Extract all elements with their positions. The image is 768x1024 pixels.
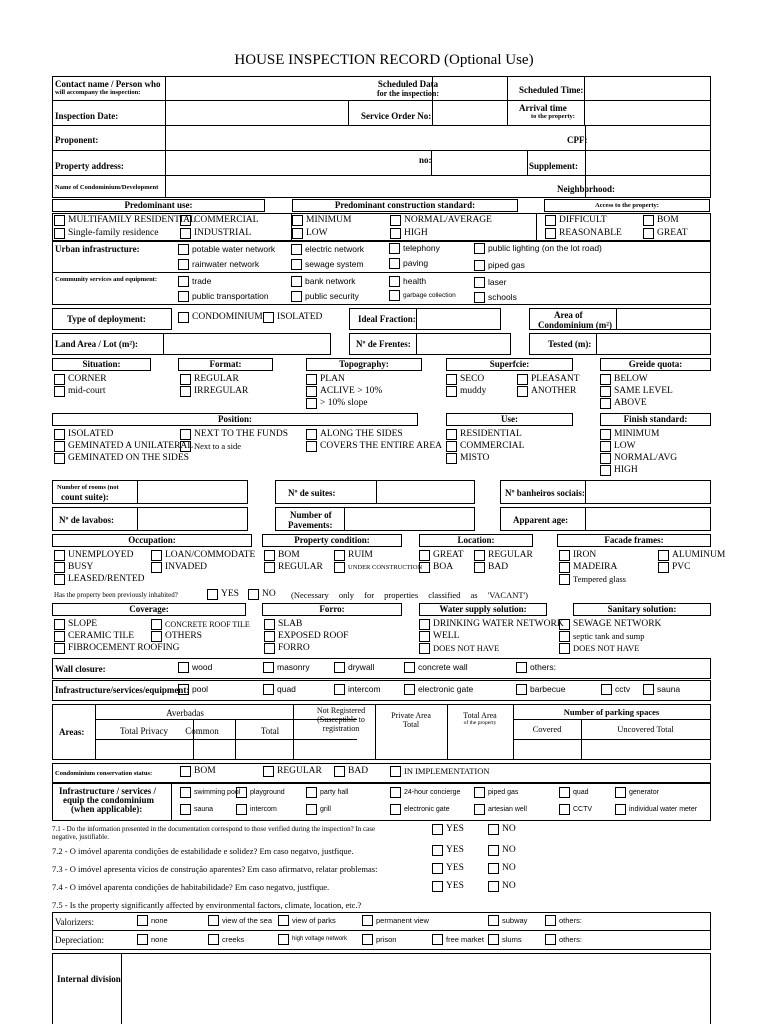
property-address-field[interactable] — [165, 151, 417, 175]
wall-closure-label: Wall closure: — [55, 664, 106, 674]
surf-muddy[interactable]: muddy — [446, 386, 486, 397]
urban-piped-gas[interactable]: piped gas — [474, 260, 525, 271]
service-order-field[interactable] — [432, 101, 507, 125]
condo-pool[interactable]: swimming pool — [180, 787, 240, 798]
sanitary-septic[interactable]: septic tank and sump — [559, 631, 645, 642]
dep-creeks[interactable]: creeks — [208, 934, 244, 945]
val-subway[interactable]: subway — [488, 915, 527, 926]
infra-cctv[interactable]: cctv — [601, 684, 630, 695]
std-normal[interactable]: NORMAL/AVERAGE — [390, 215, 492, 226]
property-address-label: Property address: — [55, 161, 124, 171]
checkbox-icon — [292, 228, 303, 239]
question-7-4: 7.4 - O imóvel aparenta condições de habitabilidade? Em caso negatvo, justfique. — [52, 882, 330, 892]
access-difficult[interactable]: DIFFICULT — [545, 215, 607, 226]
rooms-label: Number of rooms (not — [57, 484, 119, 491]
areas-label: Areas: — [59, 727, 85, 737]
greide-above[interactable]: ABOVE — [600, 398, 647, 409]
pos-isolated[interactable]: ISOLATED — [54, 429, 113, 440]
pos-geminated-sides[interactable]: GEMINATED ON THE SIDES — [54, 453, 189, 464]
rooms-sub: count suite): — [61, 492, 109, 502]
community-laser[interactable]: laser — [474, 277, 506, 288]
condominium-row — [52, 176, 711, 198]
pos-sides[interactable]: ALONG THE SIDES — [306, 429, 403, 440]
ideal-fraction-box[interactable] — [349, 308, 501, 330]
occ-invaded[interactable]: INVADED — [151, 562, 207, 573]
condominium-name-field[interactable] — [165, 176, 585, 197]
condo-playground[interactable]: playground — [236, 787, 285, 798]
apparent-age-label: Apparent age: — [513, 515, 569, 525]
infra-services-label: Infrastructure/services/equipment: — [55, 685, 190, 695]
wall-drywall[interactable]: drywall — [334, 662, 374, 673]
cov-fibrocement[interactable]: FIBROCEMENT ROOFING — [54, 643, 179, 654]
checkbox-icon — [180, 215, 191, 226]
forro-slab[interactable]: SLAB — [264, 619, 302, 630]
sanitary-none[interactable]: DOES NOT HAVE — [559, 643, 639, 654]
question-7-5: 7.5 - Is the property significantly affected by environmental factors, climate, location, etc.? — [52, 900, 362, 910]
arrival-time-field[interactable] — [584, 101, 710, 125]
water-none[interactable]: DOES NOT HAVE — [419, 643, 499, 654]
community-transport[interactable]: public transportation — [178, 291, 269, 302]
q74-no[interactable]: NO — [488, 881, 516, 892]
pos-unilateral[interactable]: GEMINATED A UNILATERAL — [54, 441, 193, 452]
condo-sauna[interactable]: sauna — [180, 804, 213, 815]
situation-title: Situation: — [52, 358, 151, 371]
tested-box[interactable] — [529, 333, 711, 355]
q72-no[interactable]: NO — [488, 845, 516, 856]
cpf-label: CPF: — [567, 135, 588, 145]
area-condo-label: Area of — [554, 310, 583, 320]
condo-quad[interactable]: quad — [559, 787, 589, 798]
infra-barbecue[interactable]: barbecue — [516, 684, 565, 695]
facade-title: Facade frames: — [557, 534, 711, 547]
condo-cctv[interactable]: CCTV — [559, 804, 592, 815]
number-label: no: — [419, 155, 432, 165]
conservation-bad[interactable]: BAD — [334, 766, 368, 777]
condo-infra-label3: (when applicable): — [71, 804, 143, 814]
scheduled-data-sub: for the inspection: — [376, 89, 440, 98]
occ-busy[interactable]: BUSY — [54, 562, 93, 573]
checkbox-icon — [180, 228, 191, 239]
greide-below[interactable]: BELOW — [600, 374, 648, 385]
question-7-1-cont: negative, justifiable. — [52, 833, 109, 841]
community-garbage[interactable]: garbage collection — [389, 290, 456, 301]
facade-tempered[interactable]: Tempered glass — [559, 574, 626, 585]
urban-infra-label: Urban infrastructure: — [55, 244, 140, 254]
conservation-regular[interactable]: REGULAR — [263, 766, 322, 777]
deployment-label-box — [52, 308, 172, 330]
private-area-label: Private Area — [391, 711, 431, 720]
topography-title: Topography: — [306, 358, 422, 371]
access-title: Access to the property: — [544, 199, 710, 212]
depreciation-label: Depreciation: — [55, 935, 104, 945]
pos-funds[interactable]: NEXT TO THE FUNDS — [180, 429, 288, 440]
occ-unemployed[interactable]: UNEMPLOYED — [54, 550, 133, 561]
community-trade[interactable]: trade — [178, 276, 211, 287]
access-reasonable[interactable]: REASONABLE — [545, 228, 622, 239]
pos-entire[interactable]: COVERS THE ENTIRE AREA — [306, 441, 442, 452]
contact-sub-label: will accompany the inspection: — [55, 89, 141, 96]
checkbox-icon — [545, 215, 556, 226]
area-condo-box[interactable] — [529, 308, 711, 330]
coverage-title: Coverage: — [52, 603, 246, 616]
inspection-date-label: Inspection Date: — [55, 111, 119, 121]
water-well[interactable]: WELL — [419, 631, 459, 642]
valorizers-label: Valorizers: — [55, 917, 94, 927]
conservation-bom[interactable]: BOM — [180, 766, 216, 777]
checkbox-icon — [390, 215, 401, 226]
page-title: HOUSE INSPECTION RECORD (Optional Use) — [234, 52, 534, 68]
internal-division-field[interactable] — [121, 954, 710, 1024]
forro-exposed[interactable]: EXPOSED ROOF — [264, 631, 348, 642]
urban-paving[interactable]: paving — [389, 258, 428, 269]
urban-electric[interactable]: electric network — [291, 244, 364, 255]
loc-bad[interactable]: BAD — [474, 562, 508, 573]
condo-intercom[interactable]: intercom — [236, 804, 277, 815]
use-title: Use: — [446, 413, 573, 426]
finish-minimum[interactable]: MINIMUM — [600, 429, 659, 440]
urban-sewage[interactable]: sewage system — [291, 259, 364, 270]
loc-great[interactable]: GREAT — [419, 550, 464, 561]
construction-standard-title: Predominant construction standard: — [292, 199, 518, 212]
finish-normal[interactable]: NORMAL/AVG — [600, 453, 677, 464]
urban-lighting[interactable]: public lighting (on the lot road) — [474, 243, 602, 254]
community-row — [52, 273, 711, 305]
frentes-box[interactable] — [349, 333, 511, 355]
not-registered-label: Not Registered — [316, 706, 366, 715]
supplement-label: Supplement: — [529, 161, 579, 171]
condo-concierge[interactable]: 24-hour concierge — [390, 787, 460, 798]
supplement-field[interactable] — [585, 151, 710, 175]
total-area-sub: of the property — [463, 720, 497, 726]
cond-construction[interactable]: UNDER CONSTRUCTION — [334, 562, 422, 573]
sanitary-sewage[interactable]: SEWAGE NETWORK — [559, 619, 661, 630]
checkbox-icon — [643, 228, 654, 239]
deployment-isolated[interactable]: ISOLATED — [263, 312, 322, 323]
arrival-time-label: Arrival time — [519, 103, 567, 113]
situation-corner[interactable]: CORNER — [54, 374, 107, 385]
community-bank[interactable]: bank network — [291, 276, 356, 287]
condition-title: Property condition: — [262, 534, 402, 547]
dep-none[interactable]: none — [137, 934, 168, 945]
lavabos-label: Nº de lavabos: — [59, 515, 114, 525]
private-area-sub: Total — [402, 720, 420, 729]
total-privacy-label: Total Privacy — [119, 726, 169, 736]
finish-title: Finish standard: — [600, 413, 711, 426]
topo-slope[interactable]: > 10% slope — [306, 398, 368, 409]
scheduled-data-label: Scheduled Data — [377, 79, 439, 89]
question-7-3: 7.3 - O imóvel apresenta vícios de construção aparentes? Em caso afirmatvo, relatar problemas: — [52, 864, 378, 874]
internal-division-row — [52, 953, 711, 1024]
topo-aclive[interactable]: ACLIVE > 10% — [306, 386, 382, 397]
q72-yes[interactable]: YES — [432, 845, 464, 856]
std-high[interactable]: HIGH — [390, 228, 428, 239]
ideal-fraction-label: Ideal Fraction: — [358, 314, 416, 324]
use-multifamily[interactable]: MULTIFAMILY RESIDENTIAL — [54, 215, 196, 226]
cpf-field[interactable] — [585, 126, 710, 150]
finish-low[interactable]: LOW — [600, 441, 636, 452]
surf-another[interactable]: ANOTHER — [517, 386, 576, 397]
water-title: Water supply solution: — [419, 603, 547, 616]
wall-closure-row — [52, 658, 711, 679]
access-bom[interactable]: BOM — [643, 215, 679, 226]
water-network[interactable]: DRINKING WATER NETWORK — [419, 619, 564, 630]
pavements-label: Number of — [290, 510, 332, 520]
scheduled-date-field[interactable] — [432, 77, 507, 100]
not-registered-sub2: registration — [322, 724, 360, 733]
cond-ruim[interactable]: RUIM — [334, 550, 373, 561]
facade-iron[interactable]: IRON — [559, 550, 596, 561]
forro-forro[interactable]: FORRO — [264, 643, 310, 654]
inhabited-note: (Necessary only for properties classified as 'VACANT') — [291, 590, 528, 600]
wall-wood[interactable]: wood — [178, 662, 212, 673]
pavements-sub: Pavements: — [288, 520, 333, 530]
inhabited-question: Has the property been previously inhabited? — [54, 591, 178, 599]
superfcie-title: Superfcie: — [446, 358, 573, 371]
facade-aluminum[interactable]: ALUMINUM — [658, 550, 725, 561]
deployment-condominium[interactable]: CONDOMINIUM — [178, 312, 263, 323]
infra-sauna[interactable]: sauna — [643, 684, 680, 695]
dep-prison[interactable]: prison — [362, 934, 396, 945]
dep-free-market[interactable]: free market — [432, 934, 484, 945]
format-title: Format: — [178, 358, 273, 371]
covered-label: Covered — [532, 724, 562, 734]
facade-madeira[interactable]: MADEIRA — [559, 562, 617, 573]
banheiros-label: Nº banheiros sociais: — [505, 488, 585, 498]
apparent-age-box[interactable] — [500, 507, 711, 531]
suites-label: Nº de suites: — [288, 488, 336, 498]
arrival-time-sub: to the property: — [531, 113, 575, 120]
neighborhood-label: Neighborhood: — [557, 184, 616, 194]
topo-plan[interactable]: PLAN — [306, 374, 345, 385]
std-low[interactable]: LOW — [292, 228, 328, 239]
uncovered-label: Uncovered Total — [617, 724, 674, 734]
q73-yes[interactable]: YES — [432, 863, 464, 874]
condo-piped-gas[interactable]: piped gas — [474, 787, 518, 798]
dep-slums[interactable]: slums — [488, 934, 522, 945]
not-registered-sub: (Susceptible to — [317, 715, 365, 724]
checkbox-icon — [54, 215, 65, 226]
q73-no[interactable]: NO — [488, 863, 516, 874]
condo-generator[interactable]: generator — [615, 787, 659, 798]
cov-others[interactable]: OTHERS — [151, 631, 202, 642]
community-schools[interactable]: schools — [474, 292, 517, 303]
areas-table — [52, 704, 711, 760]
internal-division-label: Internal division — [57, 974, 121, 984]
val-none[interactable]: none — [137, 915, 168, 926]
community-label: Community services and equipment: — [55, 276, 158, 283]
q71-no[interactable]: NO — [488, 824, 516, 835]
wall-others[interactable]: others: — [516, 662, 556, 673]
checkbox-icon — [643, 215, 654, 226]
scheduled-time-field[interactable] — [584, 77, 710, 100]
suites-box[interactable] — [275, 480, 475, 504]
dep-high-voltage[interactable]: high voltage network — [278, 934, 347, 945]
pos-next-side[interactable]: Next to a side — [180, 441, 241, 452]
surf-pleasant[interactable]: PLEASANT — [517, 374, 580, 385]
greide-title: Greide quota: — [600, 358, 711, 371]
total-area-label: Total Area — [463, 711, 497, 720]
urban-water[interactable]: potable water network — [178, 244, 275, 255]
conservation-row — [52, 763, 711, 783]
q71-yes[interactable]: YES — [432, 824, 464, 835]
finish-high[interactable]: HIGH — [600, 465, 638, 476]
use-commercial[interactable]: COMMERCIAL — [180, 215, 258, 226]
address-row — [52, 151, 711, 176]
use-industrial[interactable]: INDUSTRIAL — [180, 228, 251, 239]
lavabos-box[interactable] — [52, 507, 248, 531]
infra-pool[interactable]: pool — [178, 684, 208, 695]
use-residential[interactable]: RESIDENTIAL — [446, 429, 522, 440]
condo-gate[interactable]: electronic gate — [390, 804, 450, 815]
parking-label: Number of parking spaces — [563, 707, 660, 717]
greide-same[interactable]: SAME LEVEL — [600, 386, 673, 397]
inspection-date-field[interactable] — [165, 101, 348, 125]
conservation-label: Condominium conservation status: — [55, 770, 153, 777]
infra-gate[interactable]: electronic gate — [404, 684, 473, 695]
inspection-row — [52, 101, 711, 126]
condo-artesian[interactable]: artesian well — [474, 804, 527, 815]
checkbox-icon — [292, 215, 303, 226]
predominant-use-title: Predominant use: — [52, 199, 265, 212]
urban-rainwater[interactable]: rainwater network — [178, 259, 259, 270]
land-area-label: Land Area / Lot (m²): — [55, 339, 139, 349]
location-title: Location: — [419, 534, 533, 547]
neighborhood-field[interactable] — [585, 176, 710, 197]
cond-regular[interactable]: REGULAR — [264, 562, 323, 573]
inhabited-yes[interactable]: YES — [207, 589, 239, 600]
frentes-label: Nº de Frentes: — [356, 339, 411, 349]
deployment-type-label: Type of deployment: — [67, 314, 146, 324]
cov-concrete[interactable]: CONCRETE ROOF TILE — [151, 619, 250, 630]
occ-loan[interactable]: LOAN/COMMODATE — [151, 550, 255, 561]
condo-infra-label1: Infrastructure / services / — [59, 786, 157, 796]
condo-grill[interactable]: grill — [306, 804, 331, 815]
proponent-label: Proponent: — [55, 135, 99, 145]
banheiros-box[interactable] — [500, 480, 711, 504]
surf-seco[interactable]: SECO — [446, 374, 484, 385]
loc-boa[interactable]: BOA — [419, 562, 453, 573]
use-misto[interactable]: MISTO — [446, 453, 489, 464]
situation-mid-court[interactable]: mid-court — [54, 386, 105, 397]
community-health[interactable]: health — [389, 276, 426, 287]
checkbox-icon — [545, 228, 556, 239]
service-order-label: Service Order No: — [361, 111, 432, 121]
averbadas-label: Averbadas — [166, 708, 204, 718]
val-others[interactable]: others: — [545, 915, 582, 926]
q74-yes[interactable]: YES — [432, 881, 464, 892]
cov-ceramic[interactable]: CERAMIC TILE — [54, 631, 134, 642]
condo-infra-label-box — [52, 783, 172, 821]
forro-title: Forro: — [262, 603, 402, 616]
condo-infra-label2: equip the condominium — [63, 795, 155, 805]
tested-label: Tested (m): — [548, 339, 592, 349]
sanitary-title: Sanitary solution: — [573, 603, 711, 616]
community-security[interactable]: public security — [291, 291, 359, 302]
access-great[interactable]: GREAT — [643, 228, 688, 239]
checkbox-icon — [54, 228, 65, 239]
contact-name-label: Contact name / Person who — [55, 79, 161, 89]
wall-masonry[interactable]: masonry — [263, 662, 310, 673]
loc-regular[interactable]: REGULAR — [474, 550, 533, 561]
condo-water-meter[interactable]: individual water meter — [615, 804, 697, 815]
occ-leased[interactable]: LEASED/RENTED — [54, 574, 145, 585]
facade-pvc[interactable]: PVC — [658, 562, 690, 573]
scheduled-time-label: Scheduled Time: — [519, 85, 584, 95]
wall-concrete[interactable]: concrete wall — [404, 662, 468, 673]
position-title: Position: — [52, 413, 418, 426]
common-label: Common — [185, 726, 219, 736]
conservation-implementation[interactable]: IN IMPLEMENTATION — [390, 766, 490, 777]
condo-party-hall[interactable]: party hall — [306, 787, 348, 798]
urban-infra-row — [52, 241, 711, 273]
cov-slope[interactable]: SLOPE — [54, 619, 97, 630]
format-regular[interactable]: REGULAR — [180, 374, 239, 385]
val-parks[interactable]: view of parks — [278, 915, 336, 926]
format-irregular[interactable]: IRREGULAR — [180, 386, 248, 397]
use-commercial-opt[interactable]: COMMERCIAL — [446, 441, 524, 452]
inhabited-no[interactable]: NO — [248, 589, 276, 600]
use-single-family[interactable]: Single-family residence — [54, 228, 158, 239]
question-7-1: 7.1 - Do the information presented in the documentation correspond to those verified during the inspection? In case — [52, 825, 376, 833]
rooms-box[interactable] — [52, 480, 248, 504]
area-condo-sub: Condominium (m²) — [538, 320, 612, 330]
infra-quad[interactable]: quad — [263, 684, 296, 695]
land-area-box[interactable] — [52, 333, 331, 355]
contact-row — [52, 76, 711, 101]
val-sea[interactable]: view of the sea — [208, 915, 272, 926]
condominium-name-label: Name of Condominium/Development — [55, 184, 159, 191]
checkbox-icon — [390, 228, 401, 239]
urban-telephony[interactable]: telephony — [389, 243, 440, 254]
cond-bom[interactable]: BOM — [264, 550, 300, 561]
std-minimum[interactable]: MINIMUM — [292, 215, 351, 226]
proponent-field[interactable] — [165, 126, 585, 150]
number-field[interactable] — [431, 151, 527, 175]
pavements-box[interactable] — [275, 507, 475, 531]
infra-intercom[interactable]: intercom — [334, 684, 381, 695]
occupation-title: Occupation: — [52, 534, 252, 547]
total-label: Total — [260, 726, 280, 736]
proponent-row — [52, 126, 711, 151]
val-permanent[interactable]: permanent view — [362, 915, 429, 926]
dep-others[interactable]: others: — [545, 934, 582, 945]
question-7-2: 7.2 - O imóvel aparenta condições de estabilidade e solidez? Em caso negatvo, justfique. — [52, 846, 354, 856]
